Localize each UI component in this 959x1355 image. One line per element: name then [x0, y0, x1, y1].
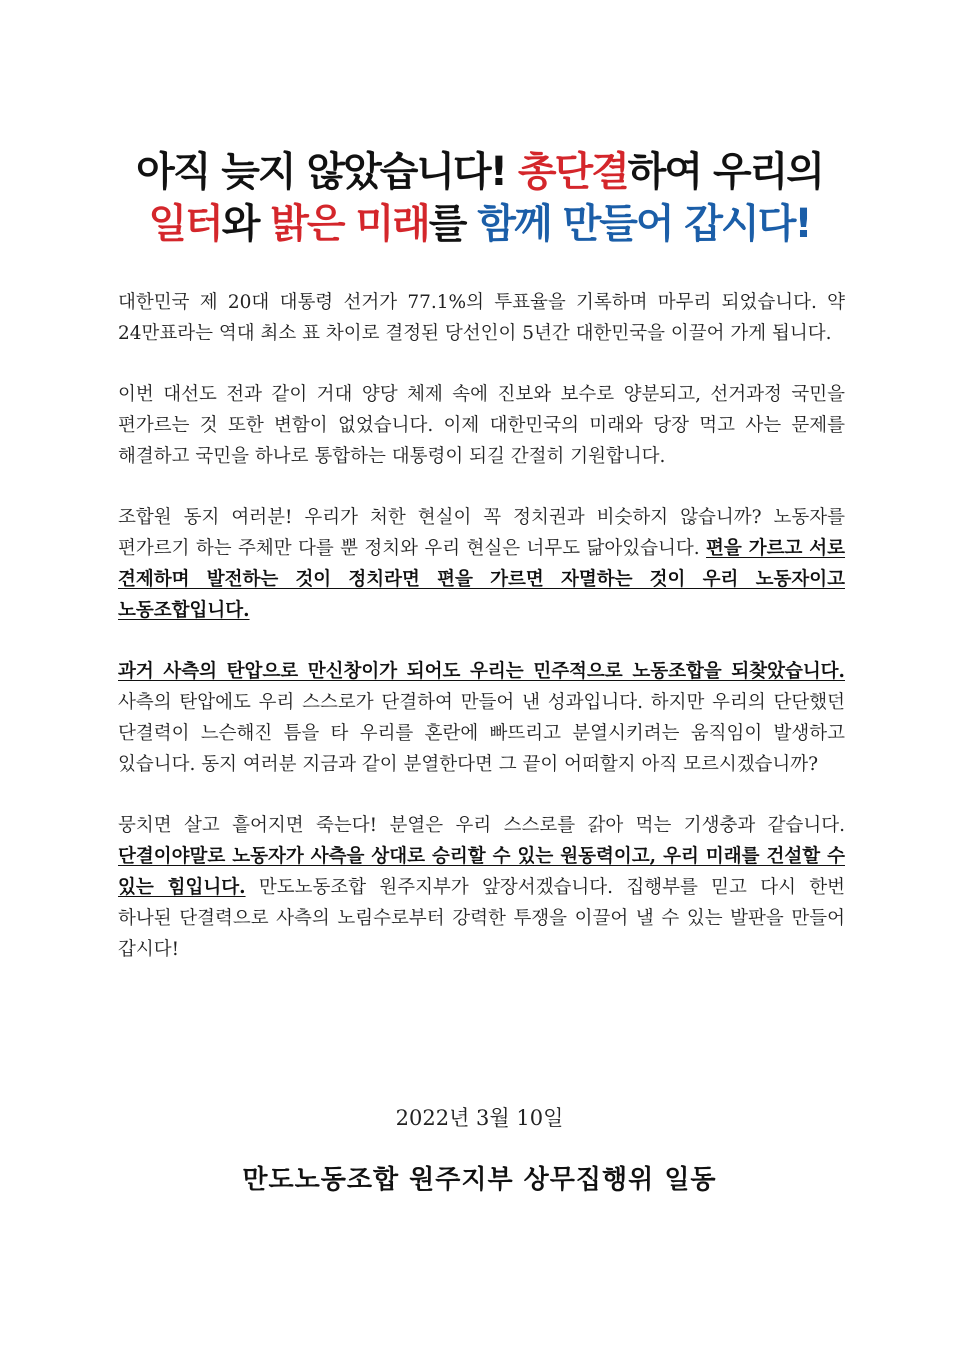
- headline-text: 하여 우리의: [627, 149, 823, 195]
- paragraph-5: [118, 810, 845, 965]
- headline-highlight-red: 총단결: [517, 149, 628, 195]
- underlined-emphasis: 과거 사측의 탄압으로 만신창이가 되어도 우리는 민주적으로 노동조합을 되찾았습니다.: [118, 661, 845, 682]
- underlined-emphasis: 단결이야말로 노동자가 사측을 상대로 승리할 수 있는 원동력이고, 우리 미래를 건설할 수 있는 힘입니다.: [118, 846, 845, 898]
- headline-line-1: [0, 146, 959, 198]
- signature: 만도노동조합 원주지부 상무집행위 일동: [242, 1165, 717, 1195]
- paragraph-text: 조합원 동지 여러분! 우리가 처한 현실이 꼭 정치권과 비슷하지 않습니까? 노동자를 편가르기 하는 주체만 다를 뿐 정치와 우리 현실은 너무도 닮아있습니다.: [118, 507, 845, 559]
- paragraph-text: 만도노동조합 원주지부가 앞장서겠습니다. 집행부를 믿고 다시 한번 하나된 단결력으로 사측의 노림수로부터 강력한 투쟁을 이끌어 낼 수 있는 발판을 만들어 갑시다!: [118, 877, 846, 960]
- paragraph-2: 이번 대선도 전과 같이 거대 양당 체제 속에 진보와 보수로 양분되고, 선거과정 국민을 편가르는 것 또한 변함이 없었습니다. 이제 대한민국의 미래와 당장 먹고 사는 문제를 해결하고 국민을 하나로 통합하는 대통령이 되길 간절히 기원합니다.: [118, 384, 845, 467]
- paragraph-4: [118, 656, 845, 780]
- paragraph-text: 사측의 탄압에도 우리 스스로가 단결하여 만들어 낸 성과입니다. 하지만 우리의 단단했던 단결력이 느슨해진 틈을 타 우리를 혼란에 빠뜨리고 분열시키려는 움직임이 발생하고 있습니다. 동지 여러분 지금과 같이 분열한다면 그 끝이 어떠할지 아직 모르시겠습니까?: [118, 692, 845, 775]
- paragraph-1: 대한민국 제 20대 대통령 선거가 77.1%의 투표율을 기록하며 마무리 되었습니다. 약 24만표라는 역대 최소 표 차이로 결정된 당선인이 5년간 대한민국을 이끌어 가게 됩니다.: [118, 292, 845, 344]
- headline-highlight-blue: 함께 만들어 갑시다!: [477, 201, 811, 247]
- headline-text: 를: [428, 201, 478, 247]
- underlined-emphasis: 편을 가르고 서로 견제하며 발전하는 것이 정치라면 편을 가르면 자멸하는 것이 우리 노동자이고 노동조합입니다.: [118, 538, 846, 621]
- headline-highlight-red: 밝은 미래: [270, 201, 429, 247]
- headline-line-2: [0, 198, 959, 250]
- headline-highlight-red: 일터: [148, 201, 222, 247]
- paragraph-text: 뭉치면 살고 흩어지면 죽는다! 분열은 우리 스스로를 갉아 먹는 기생충과 같습니다.: [118, 815, 845, 836]
- statement-body: [118, 287, 845, 995]
- headline-text: 와: [221, 201, 271, 247]
- headline-text: 아직 늦지 않았습니다!: [136, 149, 518, 195]
- paragraph-3: [118, 502, 845, 626]
- statement-date: 2022년 3월 10일: [395, 1106, 564, 1130]
